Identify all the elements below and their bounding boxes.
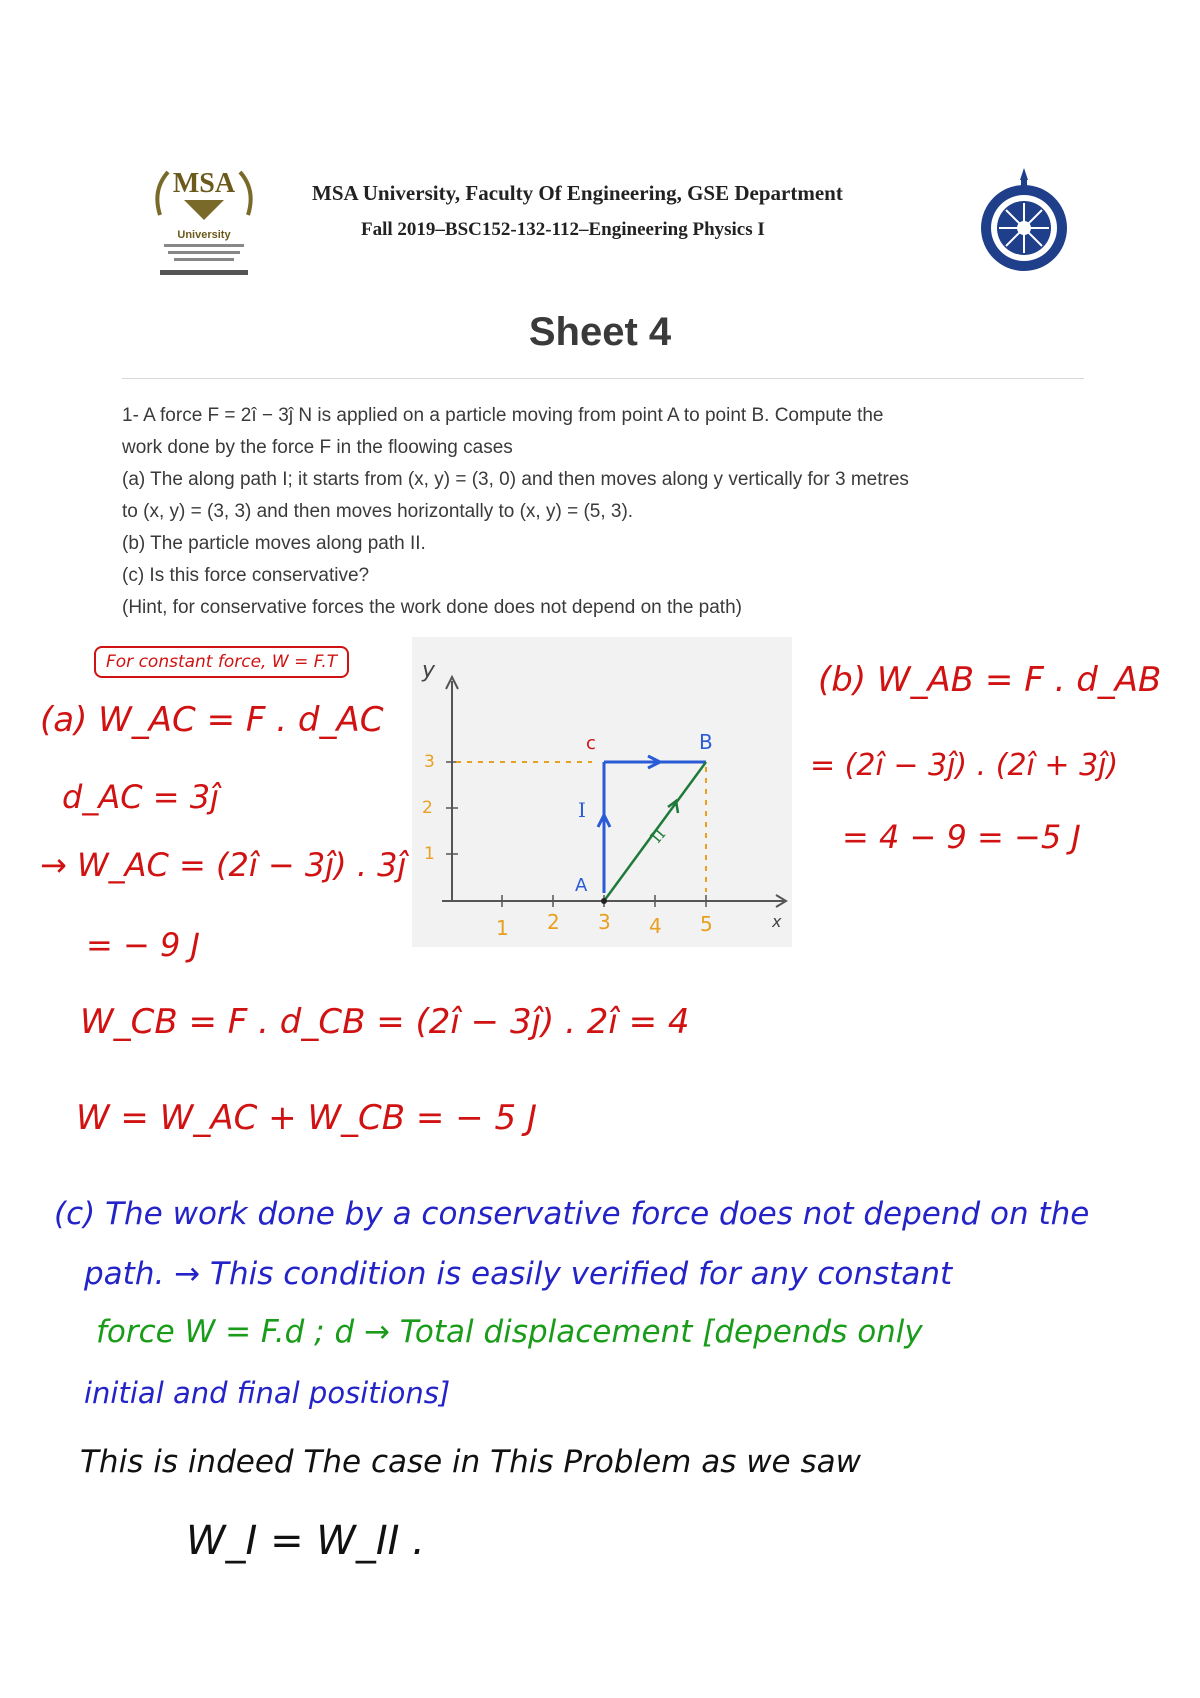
point-C: c xyxy=(586,733,596,754)
path-II-label: II xyxy=(646,824,670,847)
part-b-line-3: = 4 − 9 = −5 J xyxy=(842,818,1081,856)
x-tick-label: 4 xyxy=(649,914,662,938)
part-c-line-2: path. → This condition is easily verified for any constant xyxy=(84,1256,953,1292)
question-line-5: (b) The particle moves along path II. xyxy=(122,533,426,554)
part-a-line-6: W = W_AC + W_CB = − 5 J xyxy=(76,1098,537,1138)
y-tick-label: 2 xyxy=(422,798,433,818)
constant-force-note: For constant force, W = F.T xyxy=(94,646,349,678)
x-axis-label: x xyxy=(772,912,782,931)
part-a-line-3: → W_AC = (2î − 3ĵ) . 3ĵ xyxy=(40,846,407,884)
conclusion-line-2: W_I = W_II . xyxy=(186,1518,425,1564)
x-tick-label: 2 xyxy=(547,910,560,934)
path-I xyxy=(598,756,706,893)
question-line-7: (Hint, for conservative forces the work done does not depend on the path) xyxy=(122,597,742,618)
divider xyxy=(122,378,1084,379)
path-diagram xyxy=(412,637,792,947)
question-line-3: (a) The along path I; it starts from (x, y) = (3, 0) and then moves along y vertically for 3 metres xyxy=(122,469,909,490)
x-tick-label: 3 xyxy=(598,910,611,934)
y-tick-label: 1 xyxy=(424,844,435,864)
question-line-2: work done by the force F in the floowing cases xyxy=(122,437,513,458)
part-c-line-4: initial and final positions] xyxy=(84,1376,451,1410)
x-tick-label: 5 xyxy=(700,912,713,936)
part-b-line-1: (b) W_AB = F . d_AB xyxy=(818,660,1162,700)
path-I-label: I xyxy=(578,798,586,822)
y-tick-label: 3 xyxy=(424,752,435,772)
msa-logo xyxy=(140,160,268,288)
question-line-6: (c) Is this force conservative? xyxy=(122,565,370,586)
conclusion-line-1: This is indeed The case in This Problem as we saw xyxy=(80,1444,861,1480)
question-line-1: 1- A force F = 2î − 3ĵ N is applied on a particle moving from point A to point B. Compute the xyxy=(122,405,884,426)
university-seal-icon xyxy=(978,166,1070,276)
question-line-4: to (x, y) = (3, 3) and then moves horizontally to (x, y) = (5, 3). xyxy=(122,501,634,522)
point-B: B xyxy=(699,730,713,754)
y-axis-label: y xyxy=(422,658,436,683)
part-c-line-1: (c) The work done by a conservative force does not depend on the xyxy=(54,1196,1090,1232)
part-a-line-2: d_AC = 3ĵ xyxy=(62,778,219,816)
part-b-line-2: = (2î − 3ĵ) . (2î + 3ĵ) xyxy=(810,748,1119,783)
point-A: A xyxy=(575,875,588,896)
svg-text:MSA: MSA xyxy=(172,168,236,199)
header-course: Fall 2019–BSC152-132-112–Engineering Physics I xyxy=(361,219,765,240)
header-title: MSA University, Faculty Of Engineering, GSE Department xyxy=(312,181,843,205)
part-c-line-3: force W = F.d ; d → Total displacement [depends only xyxy=(96,1314,923,1350)
svg-text:University: University xyxy=(177,229,231,241)
part-a-line-5: W_CB = F . d_CB = (2î − 3ĵ) . 2î = 4 xyxy=(80,1002,690,1042)
sheet-title: Sheet 4 xyxy=(528,310,672,354)
x-tick-label: 1 xyxy=(496,916,509,940)
part-a-line-1: (a) W_AC = F . d_AC xyxy=(40,700,384,740)
part-a-line-4: = − 9 J xyxy=(86,926,200,964)
